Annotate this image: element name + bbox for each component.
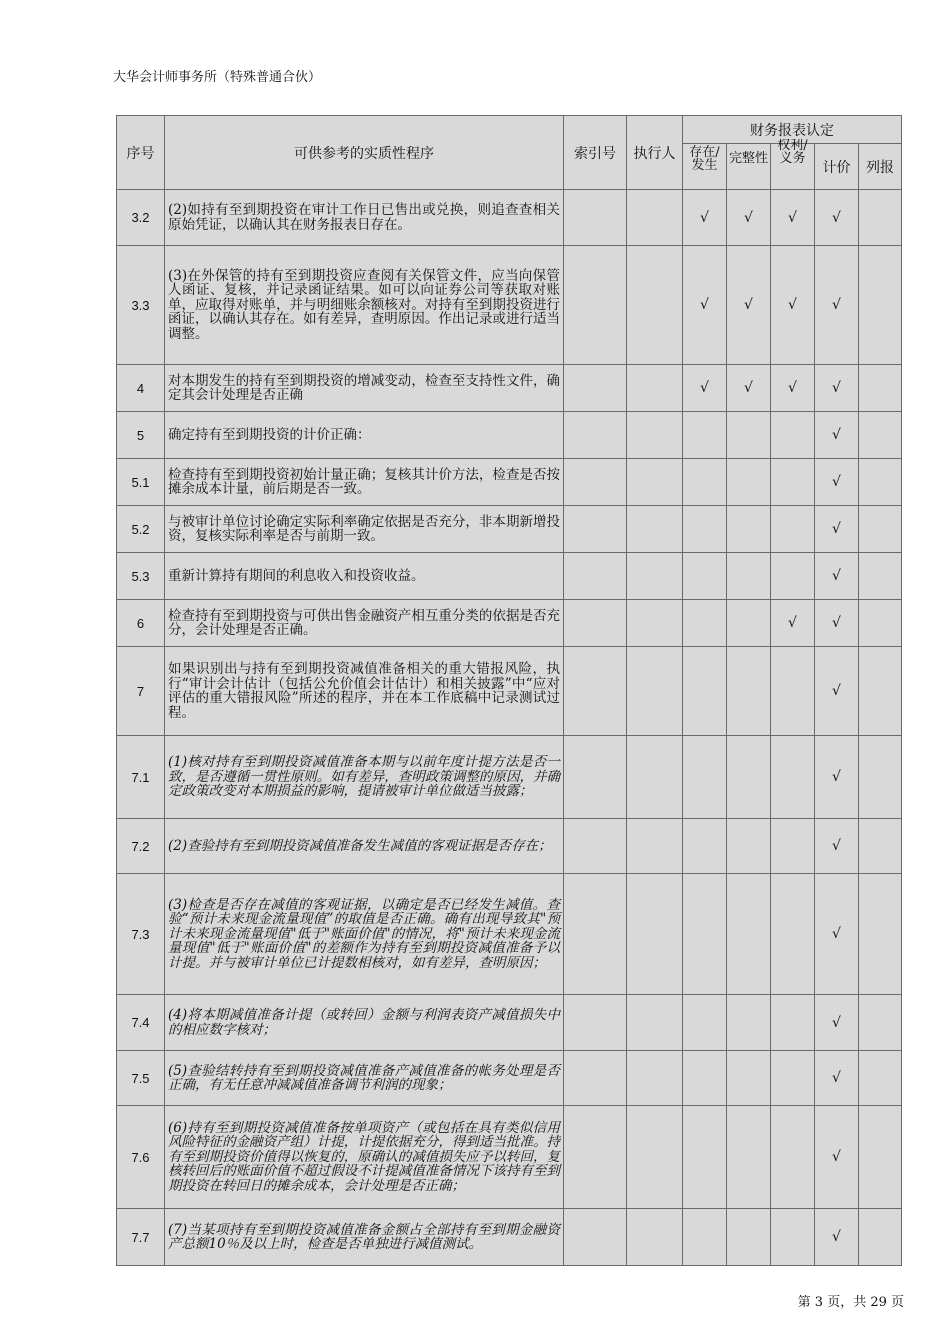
table-row bbox=[117, 459, 902, 506]
row-check-completeness: √ bbox=[727, 365, 771, 412]
row-check-valuation: √ bbox=[815, 246, 859, 365]
row-seq: 5.2 bbox=[117, 506, 165, 553]
row-check-existence bbox=[683, 819, 727, 874]
row-check-presentation bbox=[859, 819, 902, 874]
row-procedure: 重新计算持有期间的利息收入和投资收益。 bbox=[165, 553, 564, 600]
row-executor-cell bbox=[627, 553, 683, 600]
row-seq: 5.3 bbox=[117, 553, 165, 600]
row-check-existence bbox=[683, 412, 727, 459]
row-check-rights bbox=[771, 553, 815, 600]
row-check-existence: √ bbox=[683, 190, 727, 246]
row-index-cell bbox=[564, 874, 627, 995]
row-check-completeness bbox=[727, 819, 771, 874]
row-seq: 6 bbox=[117, 600, 165, 647]
row-check-completeness bbox=[727, 553, 771, 600]
row-executor-cell bbox=[627, 736, 683, 819]
row-check-completeness bbox=[727, 412, 771, 459]
row-procedure: (1)核对持有至到期投资减值准备本期与以前年度计提方法是否一致，是否遵循一贯性原则。如有差异，查明政策调整的原因，并确定政策改变对本期损益的影响，提请被审计单位做适当披露； bbox=[165, 736, 564, 819]
row-seq: 7.7 bbox=[117, 1209, 165, 1266]
row-check-rights bbox=[771, 412, 815, 459]
row-check-rights bbox=[771, 1106, 815, 1209]
row-check-rights: √ bbox=[771, 365, 815, 412]
header-seq: 序号 bbox=[117, 116, 165, 190]
table-row bbox=[117, 600, 902, 647]
row-check-presentation bbox=[859, 647, 902, 736]
row-procedure: (5)查验结转持有至到期投资减值准备产减值准备的帐务处理是否正确，有无任意冲减减值准备调节利润的现象； bbox=[165, 1051, 564, 1106]
table-row bbox=[117, 365, 902, 412]
row-check-valuation: √ bbox=[815, 553, 859, 600]
row-index-cell bbox=[564, 553, 627, 600]
header-presentation: 列报 bbox=[859, 144, 902, 190]
row-check-rights bbox=[771, 506, 815, 553]
row-check-existence bbox=[683, 736, 727, 819]
row-check-existence bbox=[683, 1209, 727, 1266]
header-procedure: 可供参考的实质性程序 bbox=[165, 116, 564, 190]
row-check-presentation bbox=[859, 1209, 902, 1266]
row-index-cell bbox=[564, 412, 627, 459]
row-check-completeness bbox=[727, 506, 771, 553]
table-row bbox=[117, 647, 902, 736]
row-check-existence bbox=[683, 647, 727, 736]
row-check-completeness bbox=[727, 1051, 771, 1106]
row-check-presentation bbox=[859, 995, 902, 1051]
header-completeness: 完整性 bbox=[727, 144, 771, 190]
header-index: 索引号 bbox=[564, 116, 627, 190]
header-rights: 权利/义务 bbox=[771, 144, 815, 190]
row-check-rights: √ bbox=[771, 190, 815, 246]
row-index-cell bbox=[564, 190, 627, 246]
row-check-valuation: √ bbox=[815, 1209, 859, 1266]
row-check-valuation: √ bbox=[815, 506, 859, 553]
row-procedure: 与被审计单位讨论确定实际利率确定依据是否充分，非本期新增投资，复核实际利率是否与前期一致。 bbox=[165, 506, 564, 553]
row-check-presentation bbox=[859, 459, 902, 506]
header-valuation: 计价 bbox=[815, 144, 859, 190]
table-row bbox=[117, 190, 902, 246]
table-row bbox=[117, 995, 902, 1051]
row-check-completeness bbox=[727, 874, 771, 995]
row-check-valuation: √ bbox=[815, 459, 859, 506]
row-check-existence bbox=[683, 1051, 727, 1106]
row-procedure: (6)持有至到期投资减值准备按单项资产（或包括在具有类似信用风险特征的金融资产组）计提，计提依据充分，得到适当批准。持有至到期投资价值得以恢复的，原确认的减值损失应予以转回，复核转回后的账面价值不超过假设不计提减值准备情况下该持有至到期投资在转回日的摊余成本，会计处理是否正确； bbox=[165, 1106, 564, 1209]
row-index-cell bbox=[564, 246, 627, 365]
row-procedure: (2)如持有至到期投资在审计工作日已售出或兑换，则追查查相关原始凭证，以确认其在财务报表日存在。 bbox=[165, 190, 564, 246]
row-procedure: 如果识别出与持有至到期投资减值准备相关的重大错报风险，执行“审计会计估计（包括公允价值会计估计）和相关披露”中“应对评估的重大错报风险”所述的程序，并在本工作底稿中记录测试过程。 bbox=[165, 647, 564, 736]
row-index-cell bbox=[564, 1106, 627, 1209]
row-check-valuation: √ bbox=[815, 1051, 859, 1106]
row-check-existence bbox=[683, 995, 727, 1051]
row-check-presentation bbox=[859, 874, 902, 995]
row-index-cell bbox=[564, 600, 627, 647]
row-executor-cell bbox=[627, 1106, 683, 1209]
row-check-completeness bbox=[727, 459, 771, 506]
row-check-valuation: √ bbox=[815, 736, 859, 819]
row-check-valuation: √ bbox=[815, 647, 859, 736]
row-check-presentation bbox=[859, 1106, 902, 1209]
row-check-rights bbox=[771, 1051, 815, 1106]
row-index-cell bbox=[564, 1051, 627, 1106]
row-procedure: (4)将本期减值准备计提（或转回）金额与利润表资产减值损失中的相应数字核对； bbox=[165, 995, 564, 1051]
row-check-rights bbox=[771, 995, 815, 1051]
row-seq: 3.3 bbox=[117, 246, 165, 365]
row-check-completeness bbox=[727, 1106, 771, 1209]
row-check-rights: √ bbox=[771, 600, 815, 647]
row-executor-cell bbox=[627, 600, 683, 647]
row-seq: 5 bbox=[117, 412, 165, 459]
row-check-presentation bbox=[859, 365, 902, 412]
row-executor-cell bbox=[627, 995, 683, 1051]
row-index-cell bbox=[564, 995, 627, 1051]
row-check-rights bbox=[771, 1209, 815, 1266]
table-row bbox=[117, 1051, 902, 1106]
row-seq: 3.2 bbox=[117, 190, 165, 246]
row-check-presentation bbox=[859, 412, 902, 459]
row-index-cell bbox=[564, 647, 627, 736]
row-check-existence: √ bbox=[683, 365, 727, 412]
page-number: 第 3 页，共 29 页 bbox=[797, 1295, 904, 1310]
row-index-cell bbox=[564, 365, 627, 412]
table-row bbox=[117, 506, 902, 553]
row-executor-cell bbox=[627, 874, 683, 995]
row-check-valuation: √ bbox=[815, 819, 859, 874]
row-executor-cell bbox=[627, 365, 683, 412]
header-existence: 存在/发生 bbox=[683, 144, 727, 190]
row-seq: 7.2 bbox=[117, 819, 165, 874]
procedure-table bbox=[116, 115, 902, 1266]
row-check-valuation: √ bbox=[815, 874, 859, 995]
row-check-presentation bbox=[859, 553, 902, 600]
table-row bbox=[117, 412, 902, 459]
row-executor-cell bbox=[627, 647, 683, 736]
row-seq: 7.5 bbox=[117, 1051, 165, 1106]
row-executor-cell bbox=[627, 190, 683, 246]
row-check-valuation: √ bbox=[815, 600, 859, 647]
row-check-rights bbox=[771, 647, 815, 736]
row-executor-cell bbox=[627, 246, 683, 365]
row-check-valuation: √ bbox=[815, 412, 859, 459]
row-check-completeness bbox=[727, 1209, 771, 1266]
row-executor-cell bbox=[627, 506, 683, 553]
row-check-presentation bbox=[859, 190, 902, 246]
row-check-presentation bbox=[859, 246, 902, 365]
table-row bbox=[117, 874, 902, 995]
row-check-presentation bbox=[859, 1051, 902, 1106]
row-index-cell bbox=[564, 819, 627, 874]
table-row bbox=[117, 819, 902, 874]
row-procedure: 检查持有至到期投资与可供出售金融资产相互重分类的依据是否充分，会计处理是否正确。 bbox=[165, 600, 564, 647]
row-check-completeness bbox=[727, 600, 771, 647]
row-seq: 7.6 bbox=[117, 1106, 165, 1209]
row-seq: 7.4 bbox=[117, 995, 165, 1051]
row-check-existence bbox=[683, 459, 727, 506]
row-check-existence bbox=[683, 1106, 727, 1209]
table-row bbox=[117, 736, 902, 819]
row-check-completeness bbox=[727, 647, 771, 736]
row-check-existence: √ bbox=[683, 246, 727, 365]
row-index-cell bbox=[564, 736, 627, 819]
row-check-completeness: √ bbox=[727, 246, 771, 365]
row-seq: 4 bbox=[117, 365, 165, 412]
row-procedure: 对本期发生的持有至到期投资的增减变动，检查至支持性文件，确定其会计处理是否正确 bbox=[165, 365, 564, 412]
row-index-cell bbox=[564, 459, 627, 506]
row-check-valuation: √ bbox=[815, 190, 859, 246]
row-check-completeness bbox=[727, 736, 771, 819]
row-procedure: (2)查验持有至到期投资减值准备发生减值的客观证据是否存在； bbox=[165, 819, 564, 874]
row-check-rights bbox=[771, 819, 815, 874]
row-check-valuation: √ bbox=[815, 365, 859, 412]
row-executor-cell bbox=[627, 412, 683, 459]
row-check-existence bbox=[683, 506, 727, 553]
row-procedure: 检查持有至到期投资初始计量正确；复核其计价方法，检查是否按摊余成本计量，前后期是否一致。 bbox=[165, 459, 564, 506]
row-executor-cell bbox=[627, 1051, 683, 1106]
row-seq: 5.1 bbox=[117, 459, 165, 506]
row-check-existence bbox=[683, 874, 727, 995]
table-row bbox=[117, 246, 902, 365]
table-row bbox=[117, 1209, 902, 1266]
header-executor: 执行人 bbox=[627, 116, 683, 190]
row-check-completeness: √ bbox=[727, 190, 771, 246]
table-row bbox=[117, 1106, 902, 1209]
firm-name: 大华会计师事务所（特殊普通合伙） bbox=[113, 70, 322, 85]
row-check-valuation: √ bbox=[815, 1106, 859, 1209]
table-row bbox=[117, 553, 902, 600]
row-check-rights bbox=[771, 874, 815, 995]
row-seq: 7.3 bbox=[117, 874, 165, 995]
row-check-completeness bbox=[727, 995, 771, 1051]
row-procedure: (3)在外保管的持有至到期投资应查阅有关保管文件，应当向保管人函证、复核，并记录函证结果。如可以向证券公司等获取对账单，应取得对账单，并与明细账余额核对。对持有至到期投资进行函证，以确认其存在。如有差异，查明原因。作出记录或进行适当调整。 bbox=[165, 246, 564, 365]
header-assertions-group: 财务报表认定 bbox=[683, 116, 902, 144]
row-procedure: 确定持有至到期投资的计价正确： bbox=[165, 412, 564, 459]
row-seq: 7 bbox=[117, 647, 165, 736]
row-executor-cell bbox=[627, 1209, 683, 1266]
row-check-existence bbox=[683, 600, 727, 647]
row-check-rights bbox=[771, 459, 815, 506]
row-check-rights: √ bbox=[771, 246, 815, 365]
row-index-cell bbox=[564, 1209, 627, 1266]
row-seq: 7.1 bbox=[117, 736, 165, 819]
row-check-presentation bbox=[859, 506, 902, 553]
row-check-valuation: √ bbox=[815, 995, 859, 1051]
row-check-rights bbox=[771, 736, 815, 819]
row-executor-cell bbox=[627, 459, 683, 506]
row-check-presentation bbox=[859, 600, 902, 647]
row-procedure: (7)当某项持有至到期投资减值准备金额占全部持有至到期金融资产总额10％及以上时，检查是否单独进行减值测试。 bbox=[165, 1209, 564, 1266]
row-executor-cell bbox=[627, 819, 683, 874]
row-check-presentation bbox=[859, 736, 902, 819]
row-index-cell bbox=[564, 506, 627, 553]
row-check-existence bbox=[683, 553, 727, 600]
row-procedure: (3)检查是否存在减值的客观证据，以确定是否已经发生减值。查验“预计未来现金流量现值”的取值是否正确。确有出现导致其"预计未来现金流量现值"低于"账面价值"的情况，将"预计未来现金流量现值"低于"账面价值"的差额作为持有至到期投资减值准备予以计提。并与被审计单位已计提数相核对，如有差异，查明原因； bbox=[165, 874, 564, 995]
